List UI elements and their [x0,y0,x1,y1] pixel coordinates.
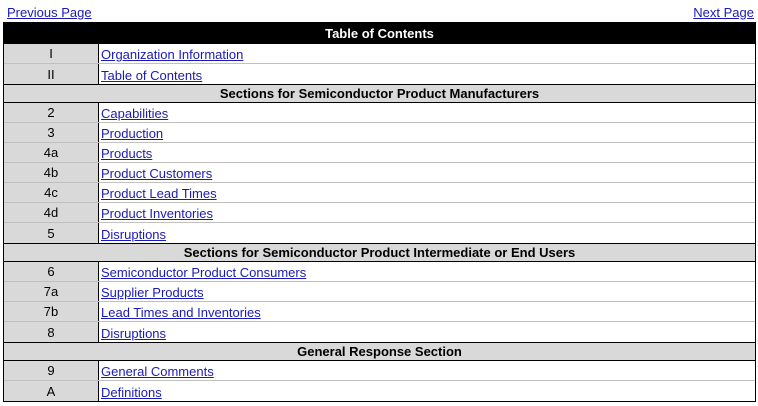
section-link[interactable]: Supplier Products [101,285,204,300]
section-link-cell [99,282,755,301]
section-heading: General Response Section [4,342,755,361]
toc-row [4,163,755,183]
section-link-cell [99,223,755,243]
toc-row [4,262,755,282]
section-link-cell [99,203,755,222]
section-link[interactable]: Disruptions [101,227,167,242]
toc-row [4,203,755,223]
section-number: 2 [4,103,99,122]
toc-title: Table of Contents [4,23,755,44]
section-number: 7b [4,302,99,321]
table-of-contents [3,22,756,402]
toc-row [4,183,755,203]
section-heading: Sections for Semiconductor Product Manufacturers [4,84,755,103]
section-link-cell [99,381,755,401]
section-link[interactable]: Semiconductor Product Consumers [101,265,307,280]
section-number: 4d [4,203,99,222]
section-link[interactable]: Definitions [101,385,162,400]
previous-page-link[interactable]: Previous Page [7,5,92,20]
section-number: II [4,64,99,84]
section-link-cell [99,44,755,63]
section-number: 9 [4,361,99,380]
section-number: 6 [4,262,99,281]
section-link[interactable]: Product Lead Times [101,186,217,201]
section-number: 8 [4,322,99,342]
section-link-cell [99,143,755,162]
toc-row [4,143,755,163]
section-number: 4b [4,163,99,182]
section-link[interactable]: Lead Times and Inventories [101,305,261,320]
section-link-cell [99,64,755,84]
toc-row [4,64,755,84]
next-page-link[interactable]: Next Page [693,5,754,20]
toc-body [4,44,755,401]
section-number: A [4,381,99,401]
section-link[interactable]: Capabilities [101,106,169,121]
section-link[interactable]: Product Inventories [101,206,214,221]
section-number: 3 [4,123,99,142]
toc-row [4,123,755,143]
section-link[interactable]: Disruptions [101,326,167,341]
section-link-cell [99,322,755,342]
section-link[interactable]: Production [101,126,164,141]
section-link[interactable]: Organization Information [101,47,244,62]
section-heading: Sections for Semiconductor Product Intermediate or End Users [4,243,755,262]
toc-row [4,223,755,243]
section-link-cell [99,302,755,321]
section-link-cell [99,262,755,281]
toc-row [4,302,755,322]
section-link-cell [99,361,755,380]
toc-row [4,361,755,381]
section-number: 4c [4,183,99,202]
section-link[interactable]: Table of Contents [101,68,203,83]
section-number: 4a [4,143,99,162]
section-link[interactable]: Products [101,146,153,161]
section-number: I [4,44,99,63]
section-number: 7a [4,282,99,301]
toc-row [4,44,755,64]
section-number: 5 [4,223,99,243]
section-link-cell [99,103,755,122]
section-link-cell [99,183,755,202]
section-link-cell [99,123,755,142]
toc-row [4,282,755,302]
section-link[interactable]: General Comments [101,364,214,379]
toc-row [4,103,755,123]
section-link-cell [99,163,755,182]
toc-row [4,381,755,401]
section-link[interactable]: Product Customers [101,166,213,181]
toc-row [4,322,755,342]
